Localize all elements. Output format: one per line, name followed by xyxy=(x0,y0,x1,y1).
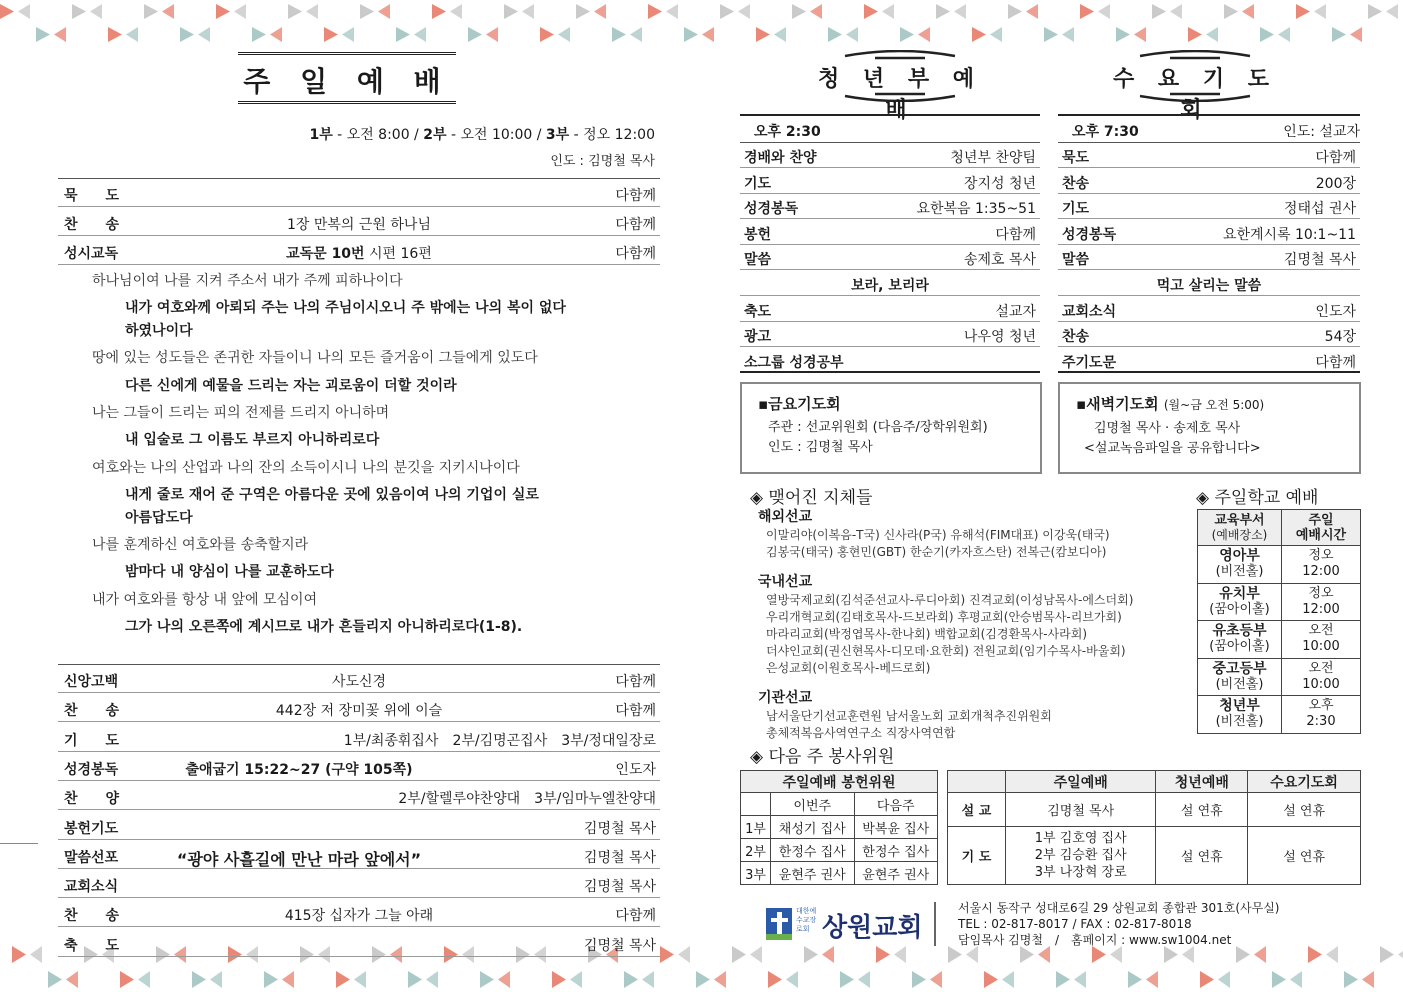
order-performer: 1부/최종휘집사 2부/김명곤집사 3부/정대일장로 xyxy=(343,732,656,749)
order-item: 출애굽기 15:22~27 (구약 105쪽) xyxy=(185,761,413,778)
order-label: 찬송 xyxy=(1062,329,1090,346)
order-performer: 2부/할렐루야찬양대 3부/임마누엘찬양대 xyxy=(398,791,656,808)
mission-line: 열방국제교회(김석준선교사-루디아회) 진격교회(이성남목사-에스더회) xyxy=(766,593,1134,607)
next-week-title: 다음 주 봉사위원 xyxy=(768,747,895,767)
ss-dept-name: 영아부 xyxy=(1219,548,1260,565)
ss-header-time xyxy=(1282,510,1361,546)
offering-row xyxy=(741,839,938,862)
order-label: 찬송 xyxy=(1062,175,1090,192)
wed-leader: 인도: 설교자 xyxy=(1283,124,1360,140)
order-performer: 다함께 xyxy=(1315,354,1356,371)
mission-line: 총체적복음사역연구소 직장사역연합 xyxy=(766,726,956,740)
psalm-line: 내가 여호와를 항상 내 앞에 모심이여 xyxy=(92,592,318,608)
duty-pray-row xyxy=(948,827,1361,885)
pray-line: 2부 김승환 집사 xyxy=(1034,848,1127,863)
duty-col: 청년예배 xyxy=(1156,771,1248,793)
order-performer: 김명철 목사 xyxy=(583,879,656,896)
order-row xyxy=(58,209,660,236)
psalm-line: 땅에 있는 성도들은 존귀한 자들이니 나의 모든 즐거움이 그들에게 있도다 xyxy=(92,350,538,366)
order-performer: 인도자 xyxy=(1315,303,1356,320)
order-performer: 인도자 xyxy=(615,761,656,778)
offering-this-week: 윤현주 권사 xyxy=(771,862,855,885)
order-label: 찬 송 xyxy=(64,908,120,925)
order-performer: 200장 xyxy=(1315,175,1356,192)
order-label: 교회소식 xyxy=(64,879,119,896)
ss-dept xyxy=(1198,696,1282,734)
offering-col: 이번주 xyxy=(771,793,855,816)
mission-line: 이말리야(이복음-T국) 신사라(P국) 유해석(FIM대표) 이강욱(태국) xyxy=(766,528,1110,542)
duty-col: 수요기도회 xyxy=(1248,771,1361,793)
ss-dept xyxy=(1198,583,1282,621)
duty-cell: 설 연휴 xyxy=(1248,827,1361,885)
order-row xyxy=(740,271,1040,296)
dawn-prayer-box xyxy=(1058,382,1361,474)
dawn-sub: (월~금 오전 5:00) xyxy=(1163,398,1265,412)
schedule-2: 2부 xyxy=(423,127,447,143)
order-performer: 다함께 xyxy=(615,188,656,204)
sermon-title: 먹고 살리는 말씀 xyxy=(1156,278,1262,294)
duty-blank xyxy=(948,771,1006,793)
youth-service-title: 청 년 부 예 배 xyxy=(818,67,982,123)
ss-header-row xyxy=(1198,510,1361,546)
ss-row xyxy=(1198,658,1361,696)
schedule-1-time: - 오전 8:00 / xyxy=(337,127,419,143)
offering-table xyxy=(740,770,938,885)
ss-dept-place: (비전홀) xyxy=(1215,564,1264,580)
order-row xyxy=(58,754,660,781)
offering-next-week: 박복윤 집사 xyxy=(854,816,938,839)
ss-dept xyxy=(1198,658,1282,696)
mission-group xyxy=(758,574,1133,677)
order-row xyxy=(58,695,660,722)
sunday-school-heading xyxy=(1196,483,1318,508)
address-line: 서울시 동작구 성대로6길 29 상원교회 종합관 301호(사무실) xyxy=(958,901,1280,915)
order-row xyxy=(58,725,660,752)
order-label: 봉헌기도 xyxy=(64,820,119,837)
dawn-heading: ▪새벽기도회 (월~금 오전 5:00) xyxy=(1076,395,1265,413)
order-performer: 요한계시록 10:1~11 xyxy=(1222,226,1356,243)
ss-time-2: 12:00 xyxy=(1302,564,1340,580)
church-name: 상원교회 xyxy=(822,913,923,943)
psalm-line: 하나님이여 나를 지켜 주소서 내가 주께 피하나이다 xyxy=(92,273,403,289)
order-label: 말씀선포 xyxy=(64,849,119,866)
tel-line: TEL : 02-817-8017 / FAX : 02-817-8018 xyxy=(958,917,1192,931)
offering-col-row xyxy=(741,793,938,816)
mission-line: 우리개혁교회(김태호목사-드보라회) 후평교회(안승범목사-리브가회) xyxy=(766,610,1122,624)
order-row xyxy=(1058,220,1360,245)
order-row xyxy=(740,143,1040,168)
order-row xyxy=(58,842,660,869)
ss-time-1: 오전 xyxy=(1308,623,1334,639)
sermon-title: 보라, 보리라 xyxy=(851,278,929,294)
mission-line: 남서울단기선교훈련원 남서울노회 교회개척추진위원회 xyxy=(766,709,1052,723)
offering-part: 1부 xyxy=(741,816,771,839)
order-label: 기도 xyxy=(1062,201,1090,218)
order-row xyxy=(58,238,660,265)
friday-heading: ▪금요기도회 xyxy=(758,395,841,413)
order-label: 기 도 xyxy=(64,732,120,749)
order-label: 찬 송 xyxy=(64,703,120,720)
psalm-line: 하였나이다 xyxy=(125,323,193,339)
diamond-icon: ◈ xyxy=(750,747,764,767)
order-performer: 김명철 목사 xyxy=(583,849,656,866)
order-label: 성경봉독 xyxy=(744,201,799,218)
order-performer: 설교자 xyxy=(995,303,1036,320)
order-performer: 다함께 xyxy=(615,908,656,925)
pray-line: 3부 나장혁 장로 xyxy=(1034,865,1127,880)
service-schedule xyxy=(309,124,655,144)
order-performer: 김명철 목사 xyxy=(1283,252,1356,269)
order-item xyxy=(58,243,660,263)
fold-mark xyxy=(0,843,38,844)
order-performer: 청년부 찬양팀 xyxy=(950,150,1036,166)
order-item-text: 시편 16편 xyxy=(364,246,432,262)
offering-blank xyxy=(741,793,771,816)
ss-time xyxy=(1282,621,1361,659)
duty-cell: 설 연휴 xyxy=(1156,793,1248,827)
psalm-line: 내가 여호와께 아뢰되 주는 나의 주님이시오니 주 밖에는 나의 복이 없다 xyxy=(125,300,566,316)
order-label: 봉헌 xyxy=(744,226,772,243)
youth-time: 오후 2:30 xyxy=(754,124,821,140)
duty-cell xyxy=(1006,827,1156,885)
mission-group-title: 기관선교 xyxy=(758,690,813,706)
mission-line: 더샤인교회(권신현목사-디모데·요한회) 전원교회(임기수목사-바울회) xyxy=(766,644,1126,658)
order-label: 성경봉독 xyxy=(64,761,119,778)
order-row xyxy=(740,169,1040,194)
sunday-school-title: 주일학교 예배 xyxy=(1214,488,1319,508)
next-week-heading xyxy=(750,742,894,767)
service-duty-table xyxy=(947,770,1361,885)
mission-group-title: 국내선교 xyxy=(758,574,813,590)
friday-head-text: 금요기도회 xyxy=(768,395,841,413)
friday-prayer-box xyxy=(740,382,1042,474)
order-row xyxy=(1058,143,1360,168)
offering-part: 2부 xyxy=(741,839,771,862)
offering-this-week: 채성기 집사 xyxy=(771,816,855,839)
top-divider xyxy=(58,178,660,179)
schedule-3: 3부 xyxy=(545,127,570,143)
sunday-leader: 인도 : 김명철 목사 xyxy=(550,154,655,169)
pastor-line: 담임목사 김명철 / 홈페이지 : www.sw1004.net xyxy=(958,933,1232,947)
order-row xyxy=(58,900,660,927)
order-row xyxy=(740,322,1040,347)
order-row xyxy=(58,666,660,693)
cross-icon xyxy=(766,904,796,942)
order-label: 묵 도 xyxy=(64,188,120,204)
order-label: 묵도 xyxy=(1062,150,1090,166)
order-label: 찬 양 xyxy=(64,791,120,808)
order-item xyxy=(58,214,660,234)
offering-this-week: 한정수 집사 xyxy=(771,839,855,862)
mid-divider xyxy=(58,664,660,665)
order-performer: 다함께 xyxy=(615,703,656,720)
offering-next-week: 윤현주 권사 xyxy=(854,862,938,885)
duty-cell: 김명철 목사 xyxy=(1006,793,1156,827)
footer-divider xyxy=(934,902,936,946)
order-label: 경배와 찬양 xyxy=(744,150,817,166)
order-performer: 다함께 xyxy=(995,226,1036,243)
ss-dept-place: (꿈아이홀) xyxy=(1209,601,1270,617)
diamond-icon: ◈ xyxy=(750,488,764,508)
ss-row xyxy=(1198,546,1361,584)
order-row xyxy=(740,245,1040,270)
pray-line: 1부 김호영 집사 xyxy=(1034,831,1127,846)
psalm-line: 나를 훈계하신 여호와를 송축할지라 xyxy=(92,537,309,553)
ss-row xyxy=(1198,696,1361,734)
duty-col: 주일예배 xyxy=(1006,771,1156,793)
duty-label: 기 도 xyxy=(948,827,1006,885)
order-row xyxy=(1058,348,1360,373)
ss-header-dept xyxy=(1198,510,1282,546)
ss-time-1: 오전 xyxy=(1308,660,1334,676)
ss-h2b: 예배시간 xyxy=(1295,527,1347,543)
denomination-seal: 대한예수교장로회 xyxy=(796,907,817,933)
mission-line: 마라리교회(박정엽목사-한나회) 백합교회(김경환목사-사라회) xyxy=(766,627,1088,641)
order-performer: 54장 xyxy=(1324,329,1356,346)
church-logo xyxy=(766,904,926,944)
ss-time-1: 오후 xyxy=(1308,698,1334,714)
psalm-line: 밤마다 내 양심이 나를 교훈하도다 xyxy=(125,564,334,580)
order-label: 광고 xyxy=(744,329,772,346)
order-row xyxy=(1058,271,1360,296)
ss-row xyxy=(1198,621,1361,659)
mission-line: 은성교회(이원호목사-베드로회) xyxy=(766,661,931,675)
duty-cell: 설 연휴 xyxy=(1248,793,1361,827)
missions-heading xyxy=(750,483,872,508)
duty-label: 설 교 xyxy=(948,793,1006,827)
order-label: 기도 xyxy=(744,175,772,192)
ss-time-1: 정오 xyxy=(1308,585,1334,601)
order-performer: 다함께 xyxy=(1315,150,1356,166)
order-row xyxy=(740,194,1040,219)
order-performer: 요한복음 1:35~51 xyxy=(916,201,1036,218)
offering-col: 다음주 xyxy=(854,793,938,816)
schedule-1: 1부 xyxy=(309,127,333,143)
order-row xyxy=(58,871,660,898)
offering-title: 주일예배 봉헌위원 xyxy=(741,771,938,793)
order-performer: 다함께 xyxy=(615,246,656,262)
offering-next-week: 한정수 집사 xyxy=(854,839,938,862)
offering-title-row xyxy=(741,771,938,793)
order-label: 말씀 xyxy=(744,252,772,269)
order-item-text: 1장 만복의 근원 하나님 xyxy=(287,217,431,233)
ss-dept xyxy=(1198,546,1282,584)
psalm-line: 다른 신에게 예물을 드리는 자는 괴로움이 더할 것이라 xyxy=(125,378,457,394)
ss-time xyxy=(1282,658,1361,696)
order-label: 성경봉독 xyxy=(1062,226,1117,243)
ss-dept-place: (꿈아이홀) xyxy=(1209,639,1270,655)
order-label: 주기도문 xyxy=(1062,354,1117,371)
ss-dept-place: (비전홀) xyxy=(1215,714,1264,730)
order-performer: 김명철 목사 xyxy=(583,820,656,837)
duty-header-row xyxy=(948,771,1361,793)
order-item: 사도신경 xyxy=(331,674,387,690)
church-address xyxy=(958,900,1280,948)
order-row xyxy=(1058,297,1360,322)
psalm-line: 여호와는 나의 산업과 나의 잔의 소득이시니 나의 분깃을 지키시나이다 xyxy=(92,460,520,476)
order-performer: 나우영 청년 xyxy=(963,329,1036,346)
order-item: 442장 저 장미꽃 위에 이슬 xyxy=(275,703,443,720)
order-item: “광야 사흘길에 만난 마라 앞에서” xyxy=(176,849,422,869)
ss-h1: 교육부서 xyxy=(1214,512,1265,528)
ss-dept-name: 청년부 xyxy=(1219,698,1260,715)
ss-time xyxy=(1282,696,1361,734)
schedule-2-time: - 오전 10:00 / xyxy=(450,127,542,143)
dawn-line-1: 김명철 목사 · 송제호 목사 xyxy=(1094,421,1241,436)
psalm-line: 내 입술로 그 이름도 부르지 아니하리로다 xyxy=(125,432,380,448)
friday-line-2: 인도 : 김명철 목사 xyxy=(768,440,873,455)
psalm-line: 아름답도다 xyxy=(125,510,193,526)
ss-dept xyxy=(1198,621,1282,659)
order-item: 415장 십자가 그늘 아래 xyxy=(284,908,434,925)
order-row xyxy=(58,813,660,840)
ss-dept-place: (비전홀) xyxy=(1215,676,1264,692)
mission-group xyxy=(758,509,1110,561)
order-row xyxy=(1058,245,1360,270)
ss-time-2: 2:30 xyxy=(1306,714,1336,730)
ss-time-1: 정오 xyxy=(1308,548,1334,564)
missions-title: 맺어진 지체들 xyxy=(768,488,873,508)
order-label: 신앙고백 xyxy=(64,674,119,690)
duty-preach-row xyxy=(948,793,1361,827)
order-label: 찬 송 xyxy=(64,217,120,233)
dawn-line-2: <설교녹음파일을 공유합니다> xyxy=(1084,441,1261,456)
wed-time: 오후 7:30 xyxy=(1072,124,1139,140)
youth-table-top xyxy=(740,114,1040,116)
order-performer: 김명철 목사 xyxy=(583,937,656,954)
order-label: 축도 xyxy=(744,303,772,320)
order-row xyxy=(1058,169,1360,194)
order-performer: 다함께 xyxy=(615,217,656,233)
ss-time-2: 10:00 xyxy=(1302,639,1340,655)
duty-cell: 설 연휴 xyxy=(1156,827,1248,885)
order-row xyxy=(740,220,1040,245)
mission-line: 김봉국(태국) 홍현민(GBT) 한순기(카자흐스탄) 전복근(캄보디아) xyxy=(766,545,1107,559)
psalm-line: 내게 줄로 재어 준 구역은 아름다운 곳에 있음이여 나의 기업이 실로 xyxy=(125,487,539,503)
friday-line-1: 주관 : 선교위원회 (다음주/장학위원회) xyxy=(768,420,988,435)
psalm-line: 그가 나의 오른쪽에 계시므로 내가 흔들리지 아니하리로다(1-8). xyxy=(125,619,523,635)
ss-time xyxy=(1282,546,1361,584)
ss-time-2: 10:00 xyxy=(1302,676,1340,692)
ss-row xyxy=(1198,583,1361,621)
sunday-service-title: 주 일 예 배 xyxy=(243,65,451,98)
order-performer: 장지성 청년 xyxy=(963,175,1036,192)
order-performer: 송제호 목사 xyxy=(963,252,1036,269)
order-row xyxy=(58,180,660,207)
ss-h2: 주일 xyxy=(1308,512,1334,528)
ss-dept-name: 유치부 xyxy=(1219,585,1260,602)
order-row xyxy=(1058,322,1360,347)
order-row xyxy=(740,297,1040,322)
order-label: 교회소식 xyxy=(1062,303,1117,320)
order-label: 축 도 xyxy=(64,937,120,954)
ss-dept-name: 유초등부 xyxy=(1212,623,1267,640)
order-label: 말씀 xyxy=(1062,252,1090,269)
order-label: 소그룹 성경공부 xyxy=(744,354,844,371)
order-row xyxy=(58,930,660,957)
mission-group xyxy=(758,690,1052,742)
ss-time xyxy=(1282,583,1361,621)
ss-time-2: 12:00 xyxy=(1302,601,1340,617)
order-item-bold: 교독문 10번 xyxy=(286,246,365,262)
psalm-line: 나는 그들이 드리는 피의 전제를 드리지 아니하며 xyxy=(92,405,390,421)
offering-part: 3부 xyxy=(741,862,771,885)
sunday-school-table xyxy=(1197,509,1361,734)
order-performer: 다함께 xyxy=(615,674,656,690)
mission-group-title: 해외선교 xyxy=(758,509,813,525)
schedule-3-time: - 정오 12:00 xyxy=(573,127,655,143)
decorative-top-border xyxy=(0,0,1403,46)
diamond-icon: ◈ xyxy=(1196,488,1210,508)
offering-row xyxy=(741,862,938,885)
dawn-head-text: 새벽기도회 xyxy=(1086,395,1159,413)
order-row xyxy=(1058,194,1360,219)
ss-h1s: (예배장소) xyxy=(1211,527,1268,542)
wed-table-top xyxy=(1058,114,1360,116)
ss-dept-name: 중고등부 xyxy=(1212,660,1267,677)
offering-row xyxy=(741,816,938,839)
wed-service-title: 수 요 기 도 회 xyxy=(1113,67,1277,123)
order-label: 성시교독 xyxy=(64,246,119,262)
order-performer: 정태섭 권사 xyxy=(1283,201,1356,218)
order-row xyxy=(740,348,1040,373)
order-row xyxy=(58,783,660,810)
